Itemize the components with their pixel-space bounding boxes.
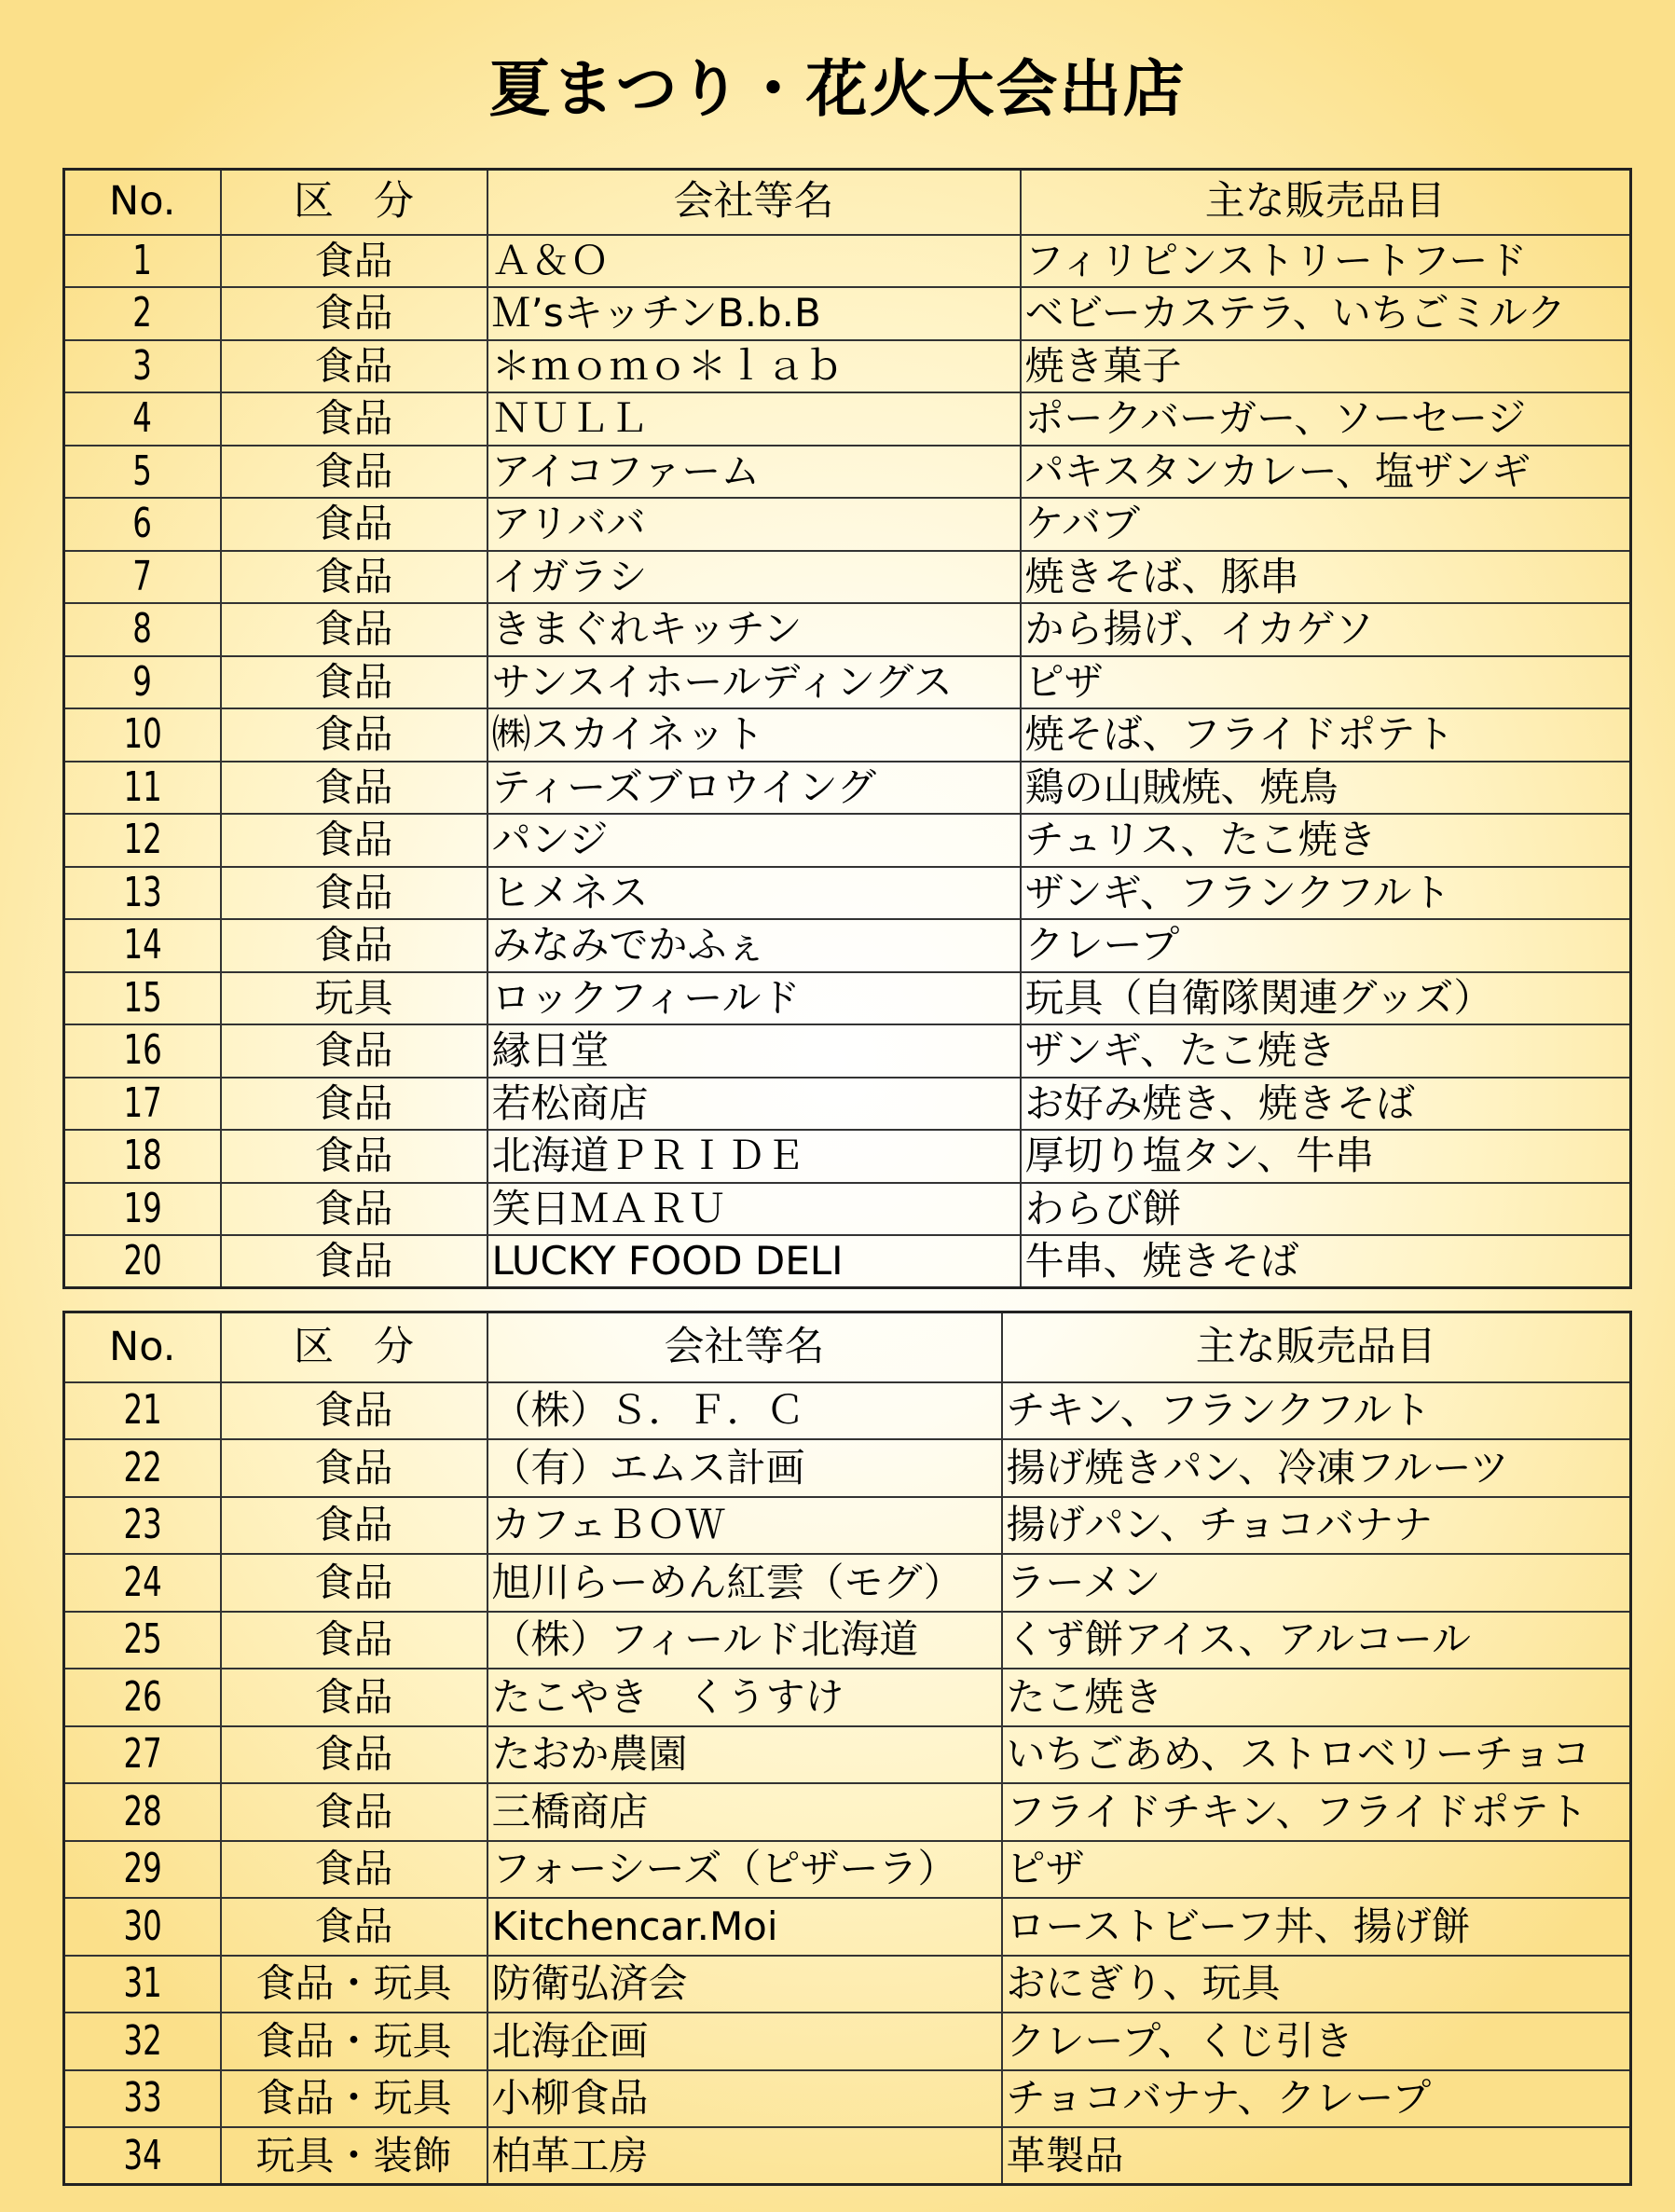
no-cell [64,1497,221,1555]
category-cell: 食品・玩具 [221,2070,487,2128]
category-cell: 食品 [221,708,487,762]
category-cell: 食品 [221,551,487,604]
no-cell [64,2070,221,2128]
row-number: 31 [123,1959,162,2008]
header-category: 区 分 [221,1312,487,1382]
no-cell [64,235,221,288]
company-cell: 三橋商店 [487,1783,1002,1841]
company-cell: ティーズブロウイング [487,762,1021,815]
items-cell: ピザ [1002,1841,1631,1899]
company-cell: みなみでかふぇ [487,919,1021,972]
row-number: 34 [123,2131,162,2179]
table-row [64,551,1631,604]
row-number: 5 [132,447,153,495]
no-cell [64,392,221,446]
row-number: 33 [123,2074,162,2123]
table-row [64,972,1631,1025]
items-cell: 厚切り塩タン、牛串 [1021,1130,1631,1183]
row-number: 16 [123,1026,162,1075]
items-cell: 焼き菓子 [1021,340,1631,393]
items-cell: くず餅アイス、アルコール [1002,1612,1631,1669]
table-row [64,1956,1631,2013]
items-cell: ポークバーガー、ソーセージ [1021,392,1631,446]
no-cell [64,1726,221,1784]
no-cell [64,287,221,340]
no-cell [64,867,221,920]
table-row [64,919,1631,972]
items-cell: フィリピンストリートフード [1021,235,1631,288]
company-cell: 若松商店 [487,1078,1021,1131]
category-cell: 玩具・装飾 [221,2127,487,2185]
category-cell: 食品 [221,235,487,288]
table-row [64,2070,1631,2128]
category-cell: 食品 [221,1235,487,1288]
company-cell: 縁日堂 [487,1024,1021,1078]
row-number: 23 [123,1501,162,1549]
table-row [64,1726,1631,1784]
table-header-row [64,1312,1631,1382]
row-number: 3 [132,341,153,390]
table-row [64,762,1631,815]
table-row [64,1612,1631,1669]
row-number: 22 [123,1443,162,1491]
items-cell: ラーメン [1002,1554,1631,1612]
row-number: 17 [123,1079,162,1127]
vendor-table-1 [62,168,1632,1289]
no-cell [64,1956,221,2013]
table-row [64,1439,1631,1497]
row-number: 12 [123,816,162,864]
no-cell [64,2013,221,2070]
company-cell: たこやき くうすけ [487,1669,1002,1726]
items-cell: 牛串、焼きそば [1021,1235,1631,1288]
row-number: 26 [123,1672,162,1721]
company-cell: カフェＢＯＷ [487,1497,1002,1555]
row-number: 15 [123,973,162,1022]
items-cell: クレープ [1021,919,1631,972]
category-cell: 食品 [221,498,487,551]
category-cell: 食品 [221,1554,487,1612]
vendor-table-2 [62,1311,1632,2186]
row-number: 28 [123,1787,162,1835]
table-row [64,1024,1631,1078]
category-cell: 食品 [221,814,487,867]
no-cell [64,656,221,709]
no-cell [64,814,221,867]
company-cell: きまぐれキッチン [487,603,1021,656]
no-cell [64,551,221,604]
category-cell: 食品 [221,287,487,340]
table-row [64,235,1631,288]
category-cell: 食品 [221,392,487,446]
company-cell: 柏革工房 [487,2127,1002,2185]
category-cell: 食品 [221,340,487,393]
table-row [64,1183,1631,1236]
no-cell [64,1439,221,1497]
row-number: 20 [123,1237,162,1285]
category-cell: 食品 [221,1382,487,1440]
company-cell: アリババ [487,498,1021,551]
category-cell: 食品 [221,1183,487,1236]
company-cell: 旭川らーめん紅雲（モグ） [487,1554,1002,1612]
items-cell: 焼きそば、豚串 [1021,551,1631,604]
row-number: 9 [132,657,153,706]
no-cell [64,1669,221,1726]
company-cell: たおか農園 [487,1726,1002,1784]
category-cell: 食品 [221,762,487,815]
category-cell: 食品 [221,1497,487,1555]
row-number: 1 [132,236,153,284]
table-row [64,446,1631,499]
company-cell: パンジ [487,814,1021,867]
row-number: 13 [123,868,162,916]
table-separator [62,1289,1629,1311]
category-cell: 食品 [221,1612,487,1669]
category-cell: 食品 [221,1669,487,1726]
row-number: 30 [123,1902,162,1950]
header-items: 主な販売品目 [1021,170,1631,235]
items-cell: おにぎり、玩具 [1002,1956,1631,2013]
no-cell [64,972,221,1025]
table-row [64,1497,1631,1555]
items-cell: いちごあめ、ストロベリーチョコ [1002,1726,1631,1784]
category-cell: 食品 [221,603,487,656]
table-row [64,708,1631,762]
row-number: 21 [123,1386,162,1435]
company-cell: ㈱スカイネット [487,708,1021,762]
table-row [64,340,1631,393]
table-row [64,287,1631,340]
no-cell [64,1382,221,1440]
header-items: 主な販売品目 [1002,1312,1631,1382]
header-company: 会社等名 [487,1312,1002,1382]
row-number: 10 [123,710,162,759]
company-cell: ＮＵＬＬ [487,392,1021,446]
company-cell: ロックフィールド [487,972,1021,1025]
company-cell: （株）Ｓ．Ｆ．Ｃ [487,1382,1002,1440]
table-row [64,1783,1631,1841]
category-cell: 食品 [221,1130,487,1183]
items-cell: 鶏の山賊焼、焼鳥 [1021,762,1631,815]
items-cell: 玩具（自衛隊関連グッズ） [1021,972,1631,1025]
category-cell: 食品 [221,656,487,709]
category-cell: 食品 [221,1726,487,1784]
table-row [64,1235,1631,1288]
items-cell: ザンギ、フランクフルト [1021,867,1631,920]
category-cell: 食品 [221,1024,487,1078]
company-cell: 北海道ＰＲＩＤＥ [487,1130,1021,1183]
row-number: 14 [123,921,162,969]
table-row [64,1898,1631,1956]
row-number: 32 [123,2016,162,2065]
category-cell: 食品・玩具 [221,1956,487,2013]
row-number: 7 [132,552,153,600]
row-number: 24 [123,1558,162,1606]
no-cell [64,1024,221,1078]
no-cell [64,1783,221,1841]
table-row [64,603,1631,656]
header-no: No. [64,1312,221,1382]
category-cell: 食品・玩具 [221,2013,487,2070]
table-row [64,2013,1631,2070]
no-cell [64,1612,221,1669]
no-cell [64,1235,221,1288]
items-cell: 焼そば、フライドポテト [1021,708,1631,762]
no-cell [64,446,221,499]
table-row [64,814,1631,867]
table-row [64,2127,1631,2185]
company-cell: サンスイホールディングス [487,656,1021,709]
items-cell: ローストビーフ丼、揚げ餅 [1002,1898,1631,1956]
no-cell [64,2127,221,2185]
header-company: 会社等名 [487,170,1021,235]
category-cell: 食品 [221,1898,487,1956]
row-number: 6 [132,500,153,548]
company-cell: 北海企画 [487,2013,1002,2070]
company-cell: フォーシーズ（ピザーラ） [487,1841,1002,1899]
items-cell: から揚げ、イカゲソ [1021,603,1631,656]
header-category: 区 分 [221,170,487,235]
no-cell [64,708,221,762]
items-cell: 革製品 [1002,2127,1631,2185]
category-cell: 食品 [221,867,487,920]
no-cell [64,1841,221,1899]
category-cell: 玩具 [221,972,487,1025]
items-cell: わらび餅 [1021,1183,1631,1236]
items-cell: たこ焼き [1002,1669,1631,1726]
items-cell: お好み焼き、焼きそば [1021,1078,1631,1131]
table-row [64,1078,1631,1131]
row-number: 8 [132,605,153,653]
company-cell: 小柳食品 [487,2070,1002,2128]
no-cell [64,1078,221,1131]
table-row [64,656,1631,709]
items-cell: クレープ、くじ引き [1002,2013,1631,2070]
items-cell: パキスタンカレー、塩ザンギ [1021,446,1631,499]
company-cell: LUCKY FOOD DELI [487,1235,1021,1288]
no-cell [64,340,221,393]
no-cell [64,919,221,972]
page-title: 夏まつり・花火大会出店 [488,53,1187,125]
no-cell [64,762,221,815]
category-cell: 食品 [221,446,487,499]
no-cell [64,1898,221,1956]
items-cell: ケバブ [1021,498,1631,551]
items-cell: チュリス、たこ焼き [1021,814,1631,867]
items-cell: 揚げ焼きパン、冷凍フルーツ [1002,1439,1631,1497]
no-cell [64,1130,221,1183]
category-cell: 食品 [221,1841,487,1899]
row-number: 2 [132,289,153,337]
company-cell: （有）エムス計画 [487,1439,1002,1497]
row-number: 11 [123,763,162,811]
category-cell: 食品 [221,919,487,972]
items-cell: チョコバナナ、クレープ [1002,2070,1631,2128]
company-cell: ＊ｍｏｍｏ＊ｌａｂ [487,340,1021,393]
row-number: 19 [123,1184,162,1232]
company-cell: Kitchencar.Moi [487,1898,1002,1956]
table-header-row [64,170,1631,235]
no-cell [64,1554,221,1612]
items-cell: ザンギ、たこ焼き [1021,1024,1631,1078]
row-number: 29 [123,1845,162,1893]
no-cell [64,498,221,551]
table-row [64,1130,1631,1183]
row-number: 27 [123,1730,162,1779]
category-cell: 食品 [221,1439,487,1497]
no-cell [64,1183,221,1236]
category-cell: 食品 [221,1783,487,1841]
no-cell [64,603,221,656]
company-cell: （株）フィールド北海道 [487,1612,1002,1669]
company-cell: Ｍ’sキッチンB.b.B [487,287,1021,340]
row-number: 25 [123,1615,162,1664]
company-cell: イガラシ [487,551,1021,604]
items-cell: チキン、フランクフルト [1002,1382,1631,1440]
table-row [64,1669,1631,1726]
company-cell: 笑日ＭＡＲＵ [487,1183,1021,1236]
table-row [64,1841,1631,1899]
items-cell: ベビーカステラ、いちごミルク [1021,287,1631,340]
category-cell: 食品 [221,1078,487,1131]
table-row [64,1382,1631,1440]
company-cell: 防衛弘済会 [487,1956,1002,2013]
row-number: 18 [123,1132,162,1180]
row-number: 4 [132,394,153,443]
items-cell: フライドチキン、フライドポテト [1002,1783,1631,1841]
company-cell: ヒメネス [487,867,1021,920]
company-cell: アイコファーム [487,446,1021,499]
table-row [64,867,1631,920]
table-row [64,392,1631,446]
items-cell: ピザ [1021,656,1631,709]
items-cell: 揚げパン、チョコバナナ [1002,1497,1631,1555]
header-no: No. [64,170,221,235]
table-row [64,498,1631,551]
company-cell: Ａ＆Ｏ [487,235,1021,288]
table-row [64,1554,1631,1612]
